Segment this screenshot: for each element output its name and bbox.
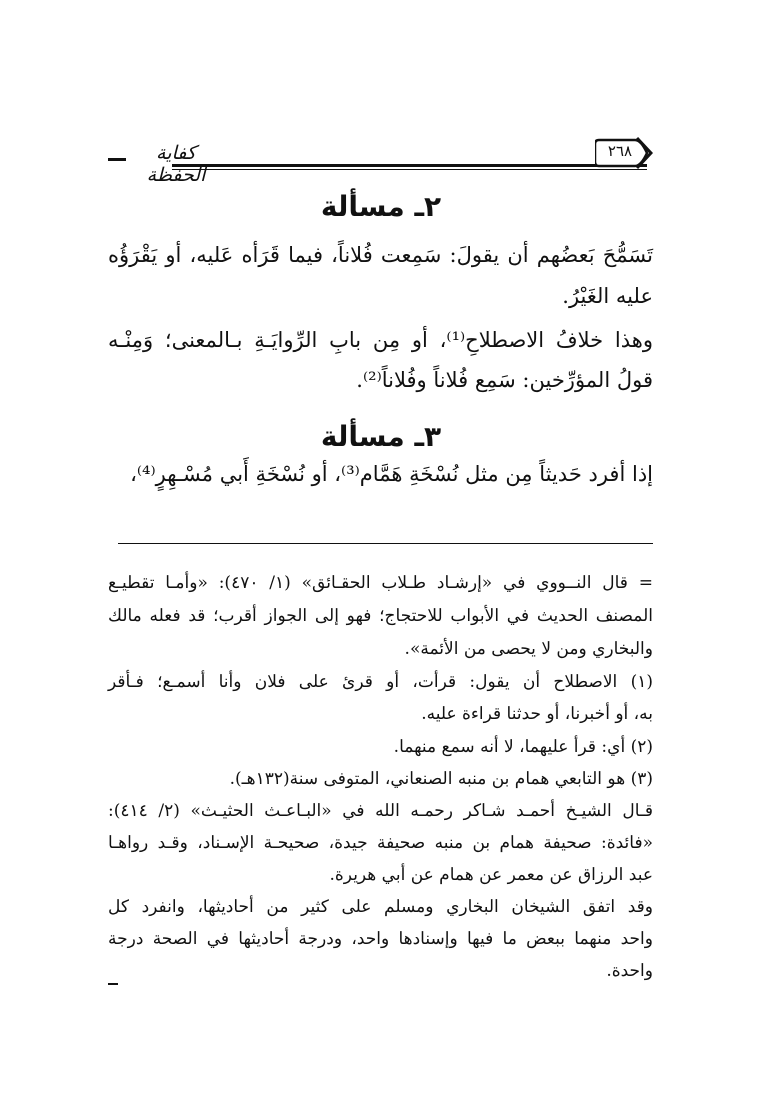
page-number-badge [595, 136, 653, 170]
main-line: وهذا خلافُ الاصطلاحِ⁽¹⁾، أو مِن بابِ الرِّوايَـةِ بـالمعنى؛ وَمِنْـه [108, 328, 653, 352]
footnote-line: = قال النــووي في «إرشـاد طـلاب الحقـائق» (١/ ٤٧٠): «وأمـا تقطيـع [108, 573, 653, 593]
section-heading-3: ٣ـ مسألة [320, 420, 442, 453]
footnote-separator [118, 543, 653, 544]
section-heading-2: ٢ـ مسألة [320, 190, 442, 223]
footnote-line: عبد الرزاق عن معمر عن همام عن أبي هريرة. [329, 865, 653, 885]
footnote-line: «فائدة: صحيفة همام بن منبه صحيفة جيدة، صحيحـة الإسـناد، وقـد رواهـا [108, 833, 653, 853]
footnote-line: واحدة. [606, 961, 653, 981]
main-line: إذا أفرد حَديثاً مِن مثل نُسْخَةِ هَمَّام⁽³⁾، أو نُسْخَةِ أَبي مُسْـهِرٍ⁽⁴⁾، [130, 462, 653, 486]
footnote-line: به، أو أخبرنا، أو حدثنا قراءة عليه. [421, 704, 653, 724]
header-dash [108, 158, 126, 161]
footnote-line: واحد منهما ببعض ما فيها وإسنادها واحد، ودرجة أحاديثها في الصحة درجة [108, 929, 653, 949]
footnote-1: (١) الاصطلاح أن يقول: قرأت، أو قرئ على فلان وأنا أسمـع؛ فـأقر [108, 672, 653, 692]
footnote-line: قـال الشيـخ أحمـد شـاكر رحمـه الله في «البـاعـث الحثيـث» (٢/ ٤١٤): [108, 801, 653, 821]
main-line: قولُ المؤرِّخين: سَمِع فُلاناً وفُلاناً⁽²⁾. [356, 368, 653, 392]
footnote-line: المصنف الحديث في الأبواب للاحتجاج؛ فهو إلى الجواز أقرب؛ قد فعله مالك [108, 606, 653, 626]
header-title: كفاية الحفظة [146, 142, 206, 186]
footnote-2: (٢) أي: قرأ عليهما، لا أنه سمع منهما. [393, 737, 653, 757]
main-line: تَسَمُّحَ بَعضُهم أن يقولَ: سَمِعت فُلاناً، فيما قَرَأه عَليه، أو يَقْرَؤُه [108, 243, 653, 267]
page-number: ٢٦٨ [607, 142, 633, 160]
footnote-line: وقد اتفق الشيخان البخاري ومسلم على كثير من أحاديثها، وانفرد كل [108, 897, 653, 917]
main-line: عليه الغَيْرُ. [562, 284, 653, 308]
header-rule [172, 164, 647, 167]
footnote-line: والبخاري ومن لا يحصى من الأئمة». [404, 639, 653, 659]
footnote-3: (٣) هو التابعي همام بن منبه الصنعاني، المتوفى سنة(١٣٢هـ). [229, 769, 653, 789]
header-rule-thin [172, 169, 647, 170]
running-header [108, 128, 653, 186]
bottom-dash [108, 983, 118, 985]
